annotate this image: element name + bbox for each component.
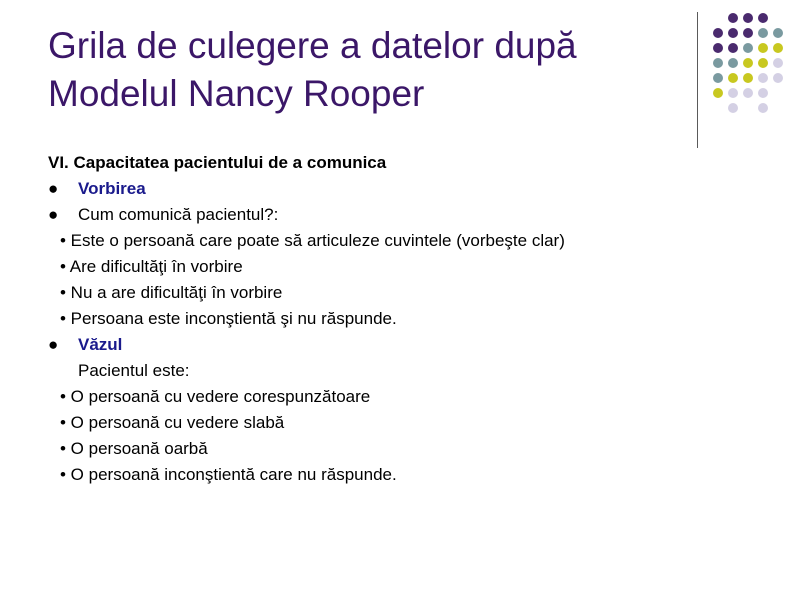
cum-comunica-text: Cum comunică pacientul?: <box>78 205 279 224</box>
bullet-dot-icon: ● <box>48 205 59 224</box>
vorbirea-label: Vorbirea <box>78 179 146 198</box>
decorative-dot-teal <box>713 73 723 83</box>
bullet-vazul <box>48 332 768 358</box>
decorative-dot-yellow <box>743 73 753 83</box>
vaz-option: • O persoană oarbă <box>60 439 208 458</box>
section-heading: VI. Capacitatea pacientului de a comunica <box>48 153 387 172</box>
pacientul-este-text: Pacientul este: <box>78 361 190 380</box>
vorbire-option: • Are dificultăţi în vorbire <box>60 257 243 276</box>
vaz-option: • O persoană inconştientă care nu răspunde. <box>60 465 397 484</box>
slide-title-line-1: Grila de culegere a datelor după <box>48 25 577 66</box>
vorbire-option: • Este o persoană care poate să articuleze cuvintele (vorbeşte clar) <box>60 231 565 250</box>
decorative-dot-purple <box>743 28 753 38</box>
decorative-dot-yellow <box>743 58 753 68</box>
decorative-dot-yellow <box>758 43 768 53</box>
decorative-dot-purple <box>713 28 723 38</box>
decorative-dot-lavender <box>758 103 768 113</box>
decorative-dot-purple <box>713 43 723 53</box>
decorative-dot-teal <box>728 58 738 68</box>
decorative-dot-lavender <box>758 73 768 83</box>
decorative-dot-yellow <box>728 73 738 83</box>
slide-title-line-2: Modelul Nancy Rooper <box>48 73 425 114</box>
bullet-cum-comunica <box>48 202 768 228</box>
decorative-dot-purple <box>728 28 738 38</box>
decorative-dot-lavender <box>773 73 783 83</box>
bullet-dot-icon: ● <box>48 335 59 354</box>
decorative-dot-yellow <box>713 88 723 98</box>
vorbire-option: • Persoana este inconştientă şi nu răspunde. <box>60 309 397 328</box>
bullet-vorbirea <box>48 176 768 202</box>
slide-content <box>48 150 768 488</box>
decorative-dot-lavender <box>758 88 768 98</box>
vorbire-option: • Nu a are dificultăţi în vorbire <box>60 283 283 302</box>
decorative-dot-teal <box>758 28 768 38</box>
decorative-dot-purple <box>728 13 738 23</box>
decorative-dot-lavender <box>728 88 738 98</box>
decorative-dot-purple <box>758 13 768 23</box>
decorative-dot-teal <box>743 43 753 53</box>
decorative-dot-grid <box>0 0 800 160</box>
bullet-dot-icon: ● <box>48 179 59 198</box>
decorative-dot-lavender <box>728 103 738 113</box>
decorative-dot-yellow <box>773 43 783 53</box>
decorative-dot-lavender <box>773 58 783 68</box>
decorative-dot-purple <box>728 43 738 53</box>
vazul-label: Văzul <box>78 335 123 354</box>
decorative-dot-purple <box>743 13 753 23</box>
vaz-option: • O persoană cu vedere corespunzătoare <box>60 387 371 406</box>
decorative-dot-teal <box>773 28 783 38</box>
decorative-dot-teal <box>713 58 723 68</box>
decorative-dot-lavender <box>743 88 753 98</box>
decorative-dot-yellow <box>758 58 768 68</box>
vaz-option: • O persoană cu vedere slabă <box>60 413 285 432</box>
